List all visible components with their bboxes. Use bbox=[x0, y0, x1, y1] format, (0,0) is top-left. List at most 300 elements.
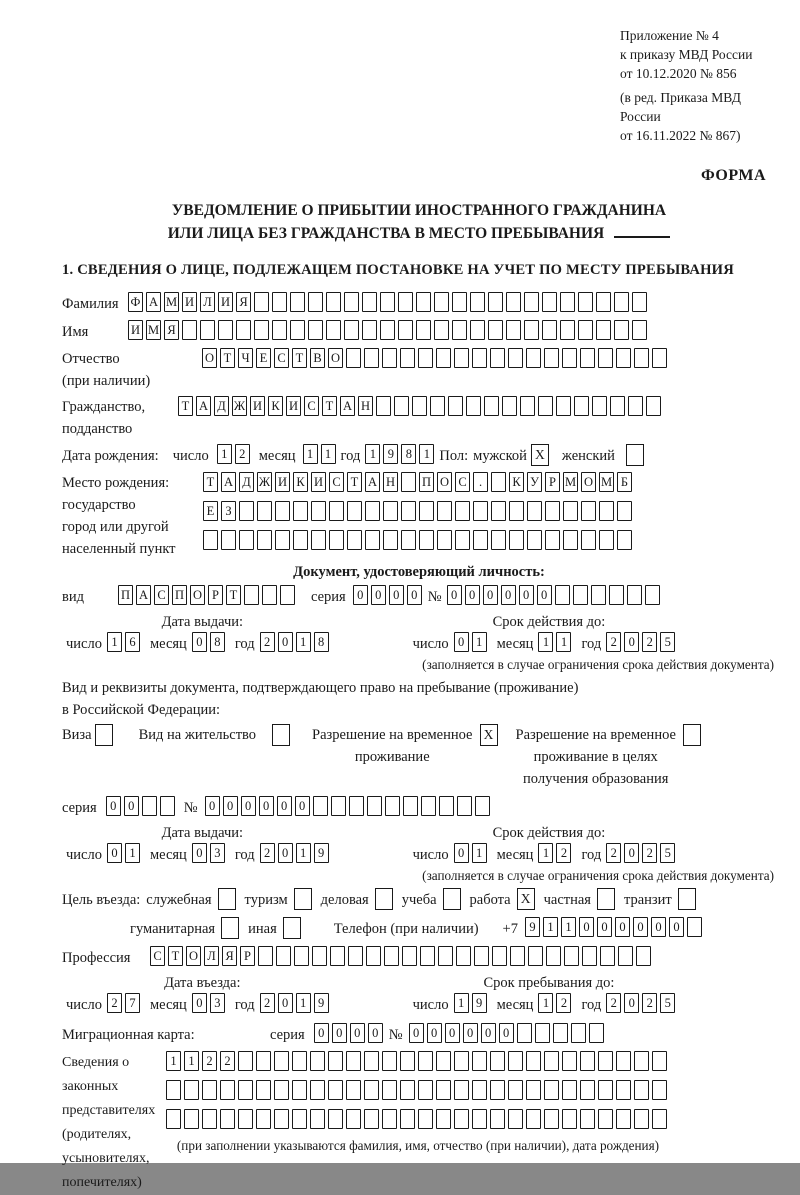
char-box[interactable] bbox=[524, 292, 539, 312]
char-box[interactable] bbox=[330, 946, 345, 966]
char-box[interactable]: 0 bbox=[407, 585, 422, 605]
char-box[interactable]: И bbox=[128, 320, 143, 340]
char-box[interactable] bbox=[398, 320, 413, 340]
char-box[interactable] bbox=[383, 530, 398, 550]
char-box[interactable] bbox=[436, 348, 451, 368]
char-box[interactable] bbox=[473, 530, 488, 550]
char-box[interactable]: С bbox=[329, 472, 344, 492]
char-box[interactable]: Т bbox=[203, 472, 218, 492]
char-box[interactable] bbox=[290, 292, 305, 312]
char-box[interactable] bbox=[292, 1080, 307, 1100]
char-box[interactable] bbox=[310, 1051, 325, 1071]
char-box[interactable] bbox=[346, 1080, 361, 1100]
char-box[interactable]: Н bbox=[358, 396, 373, 416]
char-box[interactable] bbox=[535, 1023, 550, 1043]
char-box[interactable]: Р bbox=[208, 585, 223, 605]
char-box[interactable] bbox=[454, 1109, 469, 1129]
char-box[interactable] bbox=[420, 946, 435, 966]
char-box[interactable] bbox=[383, 501, 398, 521]
char-box[interactable] bbox=[262, 585, 277, 605]
char-box[interactable] bbox=[538, 396, 553, 416]
char-box[interactable] bbox=[275, 530, 290, 550]
char-box[interactable] bbox=[470, 292, 485, 312]
char-box[interactable] bbox=[490, 348, 505, 368]
char-box[interactable]: П bbox=[118, 585, 133, 605]
char-box[interactable] bbox=[580, 1109, 595, 1129]
char-box[interactable] bbox=[455, 501, 470, 521]
char-box[interactable]: 0 bbox=[192, 843, 207, 863]
char-box[interactable] bbox=[490, 1051, 505, 1071]
char-box[interactable]: К bbox=[268, 396, 283, 416]
char-box[interactable]: А bbox=[196, 396, 211, 416]
char-box[interactable] bbox=[430, 396, 445, 416]
char-box[interactable] bbox=[472, 1109, 487, 1129]
char-box[interactable] bbox=[634, 1109, 649, 1129]
char-box[interactable] bbox=[628, 396, 643, 416]
char-box[interactable] bbox=[403, 796, 418, 816]
temp-residence-checkbox[interactable]: X bbox=[480, 724, 498, 746]
char-box[interactable] bbox=[556, 396, 571, 416]
char-box[interactable] bbox=[600, 946, 615, 966]
char-box[interactable] bbox=[382, 1051, 397, 1071]
char-box[interactable] bbox=[528, 946, 543, 966]
char-box[interactable] bbox=[272, 292, 287, 312]
char-box[interactable] bbox=[239, 530, 254, 550]
char-box[interactable] bbox=[636, 946, 651, 966]
char-box[interactable] bbox=[311, 530, 326, 550]
char-box[interactable] bbox=[328, 1109, 343, 1129]
char-box[interactable] bbox=[452, 292, 467, 312]
char-box[interactable]: М bbox=[164, 292, 179, 312]
char-box[interactable]: 2 bbox=[220, 1051, 235, 1071]
char-box[interactable]: 9 bbox=[472, 993, 487, 1013]
char-box[interactable] bbox=[687, 917, 702, 937]
char-box[interactable] bbox=[614, 292, 629, 312]
char-box[interactable] bbox=[244, 585, 259, 605]
char-box[interactable]: И bbox=[311, 472, 326, 492]
char-box[interactable]: 1 bbox=[184, 1051, 199, 1071]
char-box[interactable]: И bbox=[275, 472, 290, 492]
char-box[interactable] bbox=[292, 1109, 307, 1129]
char-box[interactable] bbox=[472, 348, 487, 368]
char-box[interactable] bbox=[401, 530, 416, 550]
char-box[interactable]: Т bbox=[178, 396, 193, 416]
char-box[interactable] bbox=[652, 1080, 667, 1100]
char-box[interactable]: 0 bbox=[633, 917, 648, 937]
char-box[interactable] bbox=[380, 292, 395, 312]
char-box[interactable]: 0 bbox=[409, 1023, 424, 1043]
char-box[interactable]: О bbox=[202, 348, 217, 368]
char-box[interactable] bbox=[573, 585, 588, 605]
char-box[interactable]: 0 bbox=[277, 796, 292, 816]
char-box[interactable] bbox=[416, 292, 431, 312]
char-box[interactable]: 1 bbox=[538, 843, 553, 863]
char-box[interactable]: М bbox=[599, 472, 614, 492]
char-box[interactable] bbox=[220, 1080, 235, 1100]
char-box[interactable]: 0 bbox=[427, 1023, 442, 1043]
char-box[interactable]: 0 bbox=[615, 917, 630, 937]
char-box[interactable] bbox=[454, 1080, 469, 1100]
char-box[interactable]: Л bbox=[204, 946, 219, 966]
char-box[interactable]: 2 bbox=[556, 993, 571, 1013]
char-box[interactable]: 0 bbox=[579, 917, 594, 937]
char-box[interactable] bbox=[545, 501, 560, 521]
char-box[interactable]: С bbox=[150, 946, 165, 966]
char-box[interactable]: 0 bbox=[445, 1023, 460, 1043]
char-box[interactable] bbox=[418, 348, 433, 368]
char-box[interactable] bbox=[310, 1109, 325, 1129]
char-box[interactable] bbox=[508, 1051, 523, 1071]
char-box[interactable] bbox=[256, 1109, 271, 1129]
char-box[interactable] bbox=[275, 501, 290, 521]
char-box[interactable]: 0 bbox=[481, 1023, 496, 1043]
char-box[interactable]: 9 bbox=[314, 843, 329, 863]
char-box[interactable]: 0 bbox=[463, 1023, 478, 1043]
char-box[interactable] bbox=[634, 348, 649, 368]
char-box[interactable] bbox=[448, 396, 463, 416]
char-box[interactable]: 0 bbox=[454, 632, 469, 652]
char-box[interactable] bbox=[574, 396, 589, 416]
char-box[interactable] bbox=[470, 320, 485, 340]
char-box[interactable] bbox=[280, 585, 295, 605]
char-box[interactable]: 2 bbox=[107, 993, 122, 1013]
char-box[interactable]: 2 bbox=[202, 1051, 217, 1071]
char-box[interactable] bbox=[254, 320, 269, 340]
char-box[interactable]: А bbox=[221, 472, 236, 492]
char-box[interactable]: 0 bbox=[537, 585, 552, 605]
char-box[interactable]: 1 bbox=[125, 843, 140, 863]
char-box[interactable] bbox=[203, 530, 218, 550]
char-box[interactable] bbox=[488, 292, 503, 312]
char-box[interactable]: С bbox=[154, 585, 169, 605]
char-box[interactable] bbox=[652, 348, 667, 368]
char-box[interactable] bbox=[311, 501, 326, 521]
char-box[interactable]: О bbox=[581, 472, 596, 492]
char-box[interactable]: 1 bbox=[472, 632, 487, 652]
char-box[interactable] bbox=[455, 530, 470, 550]
char-box[interactable]: Т bbox=[347, 472, 362, 492]
char-box[interactable]: 1 bbox=[296, 632, 311, 652]
char-box[interactable]: 0 bbox=[124, 796, 139, 816]
char-box[interactable] bbox=[326, 320, 341, 340]
char-box[interactable] bbox=[592, 396, 607, 416]
char-box[interactable]: 5 bbox=[660, 843, 675, 863]
char-box[interactable] bbox=[546, 946, 561, 966]
char-box[interactable] bbox=[400, 1109, 415, 1129]
char-box[interactable]: 1 bbox=[472, 843, 487, 863]
char-box[interactable] bbox=[473, 501, 488, 521]
char-box[interactable] bbox=[400, 348, 415, 368]
char-box[interactable]: 1 bbox=[561, 917, 576, 937]
char-box[interactable] bbox=[599, 530, 614, 550]
char-box[interactable] bbox=[610, 396, 625, 416]
char-box[interactable] bbox=[292, 1051, 307, 1071]
char-box[interactable] bbox=[257, 501, 272, 521]
char-box[interactable] bbox=[344, 292, 359, 312]
char-box[interactable] bbox=[276, 946, 291, 966]
char-box[interactable]: 1 bbox=[303, 444, 318, 464]
char-box[interactable]: 0 bbox=[278, 843, 293, 863]
char-box[interactable] bbox=[293, 501, 308, 521]
char-box[interactable]: 2 bbox=[260, 843, 275, 863]
char-box[interactable] bbox=[598, 1109, 613, 1129]
char-box[interactable]: А bbox=[136, 585, 151, 605]
char-box[interactable] bbox=[382, 1080, 397, 1100]
char-box[interactable] bbox=[218, 320, 233, 340]
purpose-other-checkbox[interactable] bbox=[283, 917, 301, 939]
char-box[interactable]: 0 bbox=[519, 585, 534, 605]
char-box[interactable] bbox=[367, 796, 382, 816]
char-box[interactable]: М bbox=[563, 472, 578, 492]
char-box[interactable]: 0 bbox=[501, 585, 516, 605]
char-box[interactable] bbox=[437, 501, 452, 521]
char-box[interactable] bbox=[526, 1051, 541, 1071]
char-box[interactable] bbox=[545, 530, 560, 550]
purpose-work-checkbox[interactable]: X bbox=[517, 888, 535, 910]
purpose-tourism-checkbox[interactable] bbox=[294, 888, 312, 910]
char-box[interactable]: 0 bbox=[314, 1023, 329, 1043]
char-box[interactable] bbox=[652, 1109, 667, 1129]
char-box[interactable] bbox=[238, 1080, 253, 1100]
char-box[interactable] bbox=[380, 320, 395, 340]
char-box[interactable] bbox=[598, 1080, 613, 1100]
char-box[interactable] bbox=[238, 1051, 253, 1071]
char-box[interactable] bbox=[419, 530, 434, 550]
char-box[interactable]: З bbox=[221, 501, 236, 521]
char-box[interactable] bbox=[160, 796, 175, 816]
char-box[interactable]: 3 bbox=[210, 993, 225, 1013]
char-box[interactable]: 1 bbox=[296, 993, 311, 1013]
char-box[interactable]: 2 bbox=[606, 843, 621, 863]
char-box[interactable] bbox=[364, 1051, 379, 1071]
char-box[interactable] bbox=[581, 530, 596, 550]
char-box[interactable]: 0 bbox=[483, 585, 498, 605]
char-box[interactable]: Е bbox=[203, 501, 218, 521]
purpose-transit-checkbox[interactable] bbox=[678, 888, 696, 910]
char-box[interactable]: 0 bbox=[192, 993, 207, 1013]
char-box[interactable] bbox=[524, 320, 539, 340]
char-box[interactable]: Д bbox=[214, 396, 229, 416]
char-box[interactable] bbox=[599, 501, 614, 521]
char-box[interactable] bbox=[542, 292, 557, 312]
char-box[interactable] bbox=[616, 1051, 631, 1071]
char-box[interactable]: 2 bbox=[260, 632, 275, 652]
char-box[interactable] bbox=[578, 320, 593, 340]
char-box[interactable] bbox=[329, 530, 344, 550]
char-box[interactable]: 1 bbox=[217, 444, 232, 464]
char-box[interactable] bbox=[290, 320, 305, 340]
char-box[interactable] bbox=[274, 1051, 289, 1071]
char-box[interactable] bbox=[520, 396, 535, 416]
char-box[interactable] bbox=[517, 1023, 532, 1043]
char-box[interactable] bbox=[256, 1051, 271, 1071]
residence-permit-checkbox[interactable] bbox=[272, 724, 290, 746]
char-box[interactable] bbox=[238, 1109, 253, 1129]
char-box[interactable] bbox=[560, 292, 575, 312]
char-box[interactable] bbox=[580, 1080, 595, 1100]
char-box[interactable]: 0 bbox=[205, 796, 220, 816]
char-box[interactable] bbox=[254, 292, 269, 312]
char-box[interactable] bbox=[385, 796, 400, 816]
sex-male-checkbox[interactable]: X bbox=[531, 444, 549, 466]
char-box[interactable] bbox=[466, 396, 481, 416]
char-box[interactable] bbox=[166, 1080, 181, 1100]
sex-female-checkbox[interactable] bbox=[626, 444, 644, 466]
char-box[interactable]: Д bbox=[239, 472, 254, 492]
char-box[interactable] bbox=[347, 530, 362, 550]
temp-residence-edu-checkbox[interactable] bbox=[683, 724, 701, 746]
char-box[interactable] bbox=[382, 348, 397, 368]
purpose-study-checkbox[interactable] bbox=[443, 888, 461, 910]
char-box[interactable] bbox=[563, 530, 578, 550]
char-box[interactable]: 5 bbox=[660, 993, 675, 1013]
char-box[interactable] bbox=[544, 348, 559, 368]
char-box[interactable]: 3 bbox=[210, 843, 225, 863]
char-box[interactable] bbox=[328, 1051, 343, 1071]
char-box[interactable]: 9 bbox=[525, 917, 540, 937]
char-box[interactable] bbox=[491, 472, 506, 492]
char-box[interactable] bbox=[580, 348, 595, 368]
char-box[interactable] bbox=[596, 292, 611, 312]
char-box[interactable] bbox=[200, 320, 215, 340]
char-box[interactable]: 8 bbox=[314, 632, 329, 652]
char-box[interactable] bbox=[401, 472, 416, 492]
char-box[interactable]: 0 bbox=[223, 796, 238, 816]
char-box[interactable] bbox=[346, 1051, 361, 1071]
char-box[interactable] bbox=[418, 1109, 433, 1129]
char-box[interactable] bbox=[221, 530, 236, 550]
char-box[interactable] bbox=[257, 530, 272, 550]
char-box[interactable] bbox=[452, 320, 467, 340]
char-box[interactable]: 1 bbox=[538, 993, 553, 1013]
char-box[interactable]: Ф bbox=[128, 292, 143, 312]
char-box[interactable] bbox=[346, 348, 361, 368]
char-box[interactable] bbox=[456, 946, 471, 966]
char-box[interactable] bbox=[526, 348, 541, 368]
char-box[interactable] bbox=[527, 501, 542, 521]
char-box[interactable]: Т bbox=[168, 946, 183, 966]
char-box[interactable]: М bbox=[146, 320, 161, 340]
char-box[interactable] bbox=[308, 292, 323, 312]
char-box[interactable] bbox=[544, 1080, 559, 1100]
char-box[interactable] bbox=[384, 946, 399, 966]
char-box[interactable]: П bbox=[419, 472, 434, 492]
char-box[interactable] bbox=[560, 320, 575, 340]
char-box[interactable]: С bbox=[304, 396, 319, 416]
char-box[interactable] bbox=[563, 501, 578, 521]
char-box[interactable] bbox=[472, 1051, 487, 1071]
char-box[interactable]: 0 bbox=[624, 843, 639, 863]
char-box[interactable]: 8 bbox=[210, 632, 225, 652]
char-box[interactable]: Т bbox=[322, 396, 337, 416]
char-box[interactable] bbox=[421, 796, 436, 816]
char-box[interactable]: 8 bbox=[401, 444, 416, 464]
purpose-business-checkbox[interactable] bbox=[375, 888, 393, 910]
char-box[interactable] bbox=[508, 1080, 523, 1100]
char-box[interactable]: 0 bbox=[278, 632, 293, 652]
char-box[interactable] bbox=[416, 320, 431, 340]
char-box[interactable]: 2 bbox=[235, 444, 250, 464]
char-box[interactable] bbox=[627, 585, 642, 605]
char-box[interactable]: 2 bbox=[642, 843, 657, 863]
char-box[interactable]: И bbox=[182, 292, 197, 312]
char-box[interactable] bbox=[329, 501, 344, 521]
char-box[interactable] bbox=[652, 1051, 667, 1071]
char-box[interactable]: У bbox=[527, 472, 542, 492]
char-box[interactable]: 1 bbox=[543, 917, 558, 937]
char-box[interactable]: . bbox=[473, 472, 488, 492]
char-box[interactable]: О bbox=[190, 585, 205, 605]
char-box[interactable]: 0 bbox=[107, 843, 122, 863]
char-box[interactable] bbox=[544, 1051, 559, 1071]
char-box[interactable] bbox=[362, 320, 377, 340]
char-box[interactable]: 1 bbox=[296, 843, 311, 863]
char-box[interactable] bbox=[506, 320, 521, 340]
purpose-official-checkbox[interactable] bbox=[218, 888, 236, 910]
char-box[interactable] bbox=[182, 320, 197, 340]
char-box[interactable]: И bbox=[286, 396, 301, 416]
char-box[interactable]: 2 bbox=[642, 993, 657, 1013]
char-box[interactable] bbox=[454, 348, 469, 368]
char-box[interactable] bbox=[475, 796, 490, 816]
char-box[interactable] bbox=[436, 1109, 451, 1129]
char-box[interactable] bbox=[526, 1109, 541, 1129]
char-box[interactable] bbox=[436, 1051, 451, 1071]
char-box[interactable] bbox=[220, 1109, 235, 1129]
char-box[interactable]: 2 bbox=[606, 993, 621, 1013]
char-box[interactable]: Ж bbox=[232, 396, 247, 416]
char-box[interactable] bbox=[614, 320, 629, 340]
char-box[interactable]: О bbox=[328, 348, 343, 368]
char-box[interactable]: А bbox=[340, 396, 355, 416]
char-box[interactable]: П bbox=[172, 585, 187, 605]
char-box[interactable] bbox=[564, 946, 579, 966]
char-box[interactable]: О bbox=[186, 946, 201, 966]
char-box[interactable] bbox=[418, 1051, 433, 1071]
char-box[interactable] bbox=[488, 320, 503, 340]
char-box[interactable] bbox=[598, 348, 613, 368]
char-box[interactable]: Е bbox=[256, 348, 271, 368]
char-box[interactable] bbox=[344, 320, 359, 340]
char-box[interactable]: 0 bbox=[597, 917, 612, 937]
char-box[interactable] bbox=[591, 585, 606, 605]
char-box[interactable]: 0 bbox=[454, 843, 469, 863]
char-box[interactable]: 2 bbox=[606, 632, 621, 652]
char-box[interactable] bbox=[490, 1109, 505, 1129]
char-box[interactable] bbox=[645, 585, 660, 605]
char-box[interactable]: 0 bbox=[353, 585, 368, 605]
char-box[interactable] bbox=[274, 1080, 289, 1100]
char-box[interactable] bbox=[632, 292, 647, 312]
char-box[interactable] bbox=[492, 946, 507, 966]
char-box[interactable] bbox=[571, 1023, 586, 1043]
char-box[interactable]: 0 bbox=[241, 796, 256, 816]
char-box[interactable]: 0 bbox=[332, 1023, 347, 1043]
char-box[interactable] bbox=[365, 530, 380, 550]
char-box[interactable] bbox=[491, 530, 506, 550]
char-box[interactable] bbox=[618, 946, 633, 966]
char-box[interactable] bbox=[484, 396, 499, 416]
char-box[interactable] bbox=[310, 1080, 325, 1100]
char-box[interactable] bbox=[562, 348, 577, 368]
char-box[interactable]: Ч bbox=[238, 348, 253, 368]
char-box[interactable]: 0 bbox=[295, 796, 310, 816]
char-box[interactable]: 2 bbox=[556, 843, 571, 863]
char-box[interactable]: 9 bbox=[383, 444, 398, 464]
char-box[interactable]: Ж bbox=[257, 472, 272, 492]
char-box[interactable]: А bbox=[365, 472, 380, 492]
char-box[interactable] bbox=[348, 946, 363, 966]
